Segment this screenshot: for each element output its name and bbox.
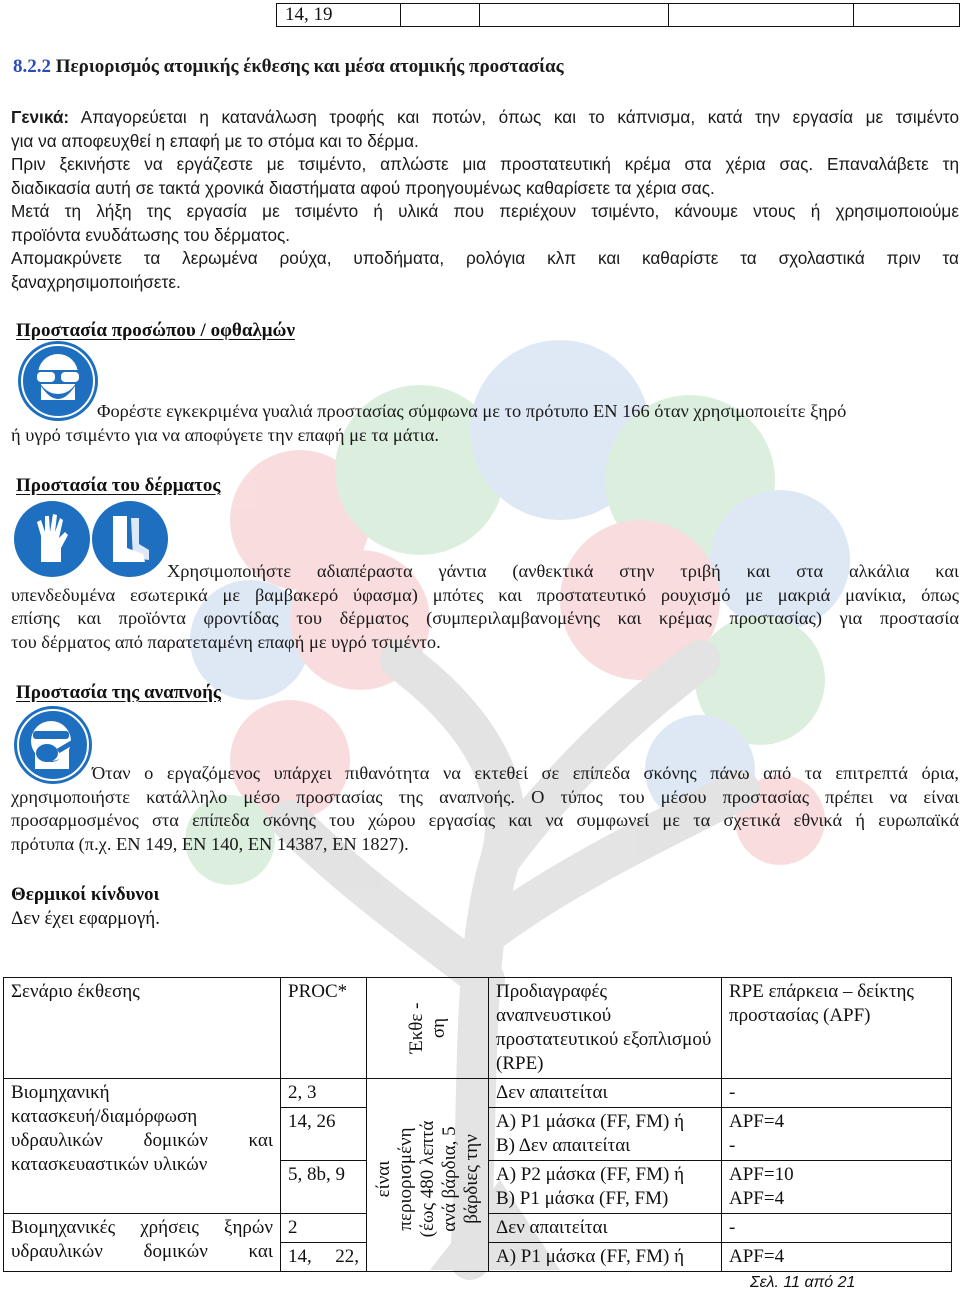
skin-line: Χρησιμοποιήστε αδιαπέραστα γάντια (ανθεκτικά στην τριβή και στα αλκάλια και [167,561,959,581]
proc-cell: 2 [281,1214,367,1243]
exposure-cell: είναι περιορισμένη (έως 480 λεπτά ανά βάρδια, 5 βάρδιες την [367,1079,489,1272]
respiratory-protection-paragraph [11,762,959,856]
rpe-spec-cell: Δεν απαιτείται [489,1079,722,1108]
proc-value: 14, 19 [285,4,333,25]
skin-protection-paragraph [11,560,959,654]
page-number: Σελ. 11 από 21 [750,1274,856,1291]
respiratory-line: προσαρμοσμένος στα επίπεδα σκόνης του χώρου εργασίας και να συμφωνεί με τα σχετικά εθνικά ή ευρωπαϊκά [11,810,959,830]
rpe-apf-cell: APF=10 APF=4 [722,1161,952,1214]
header-proc: PROC* [281,978,367,1079]
section-number: 8.2.2 [13,56,51,77]
proc-cell: 5, 8b, 9 [281,1161,367,1214]
table-cell [668,4,853,27]
rpe-apf-cell: - [722,1214,952,1243]
scenario-cell: Βιομηχανικές χρήσεις ξηρών υδραυλικών δομικών και [4,1214,281,1272]
header-rpe-spec: Προδιαγραφές αναπνευστικού προστατευτικού εξοπλισμού (RPE) [489,978,722,1079]
section-title: Περιορισμός ατομικής έκθεσης και μέσα ατομικής προστασίας [55,56,564,77]
general-line: Πριν ξεκινήστε να εργάζεστε με τσιμέντο, απλώστε μια προστατευτική κρέμα στα χέρια σας. Επαναλάβετε τη [11,154,959,174]
rpe-spec-cell: Α) P1 μάσκα (FF, FM) ή Β) Δεν απαιτείται [489,1108,722,1161]
header-exposure: Έκθε - ση [367,978,489,1079]
table-cell [400,4,479,27]
header-rpe-apf: RPE επάρκεια – δείκτης προστασίας (APF) [722,978,952,1079]
rpe-spec-cell: Α) P2 μάσκα (FF, FM) ή Β) P1 μάσκα (FF, FM) [489,1161,722,1214]
eye-line: ή υγρό τσιμέντο για να αποφύγετε την επαφή με τα μάτια. [11,424,439,445]
eye-line: Φορέστε εγκεκριμένα γυαλιά προστασίας σύμφωνα με το πρότυπο EN 166 όταν χρησιμοποιείτε ξηρό [97,401,847,421]
header-scenario: Σενάριο έκθεσης [4,978,281,1079]
proc-cell: 14, 22, [281,1243,367,1272]
general-paragraph [11,106,959,294]
thermal-hazards-heading: Θερμικοί κίνδυνοι [11,884,160,905]
general-line: προϊόντα ενυδάτωσης του δέρματος. [11,224,291,245]
rpe-apf-cell: APF=4 - [722,1108,952,1161]
skin-line: επίσης και προϊόντα φροντίδας του δέρματος (συμπεριλαμβανομένης και κρέμας προστασίας) για προστασία [11,608,959,628]
table-cell [854,4,960,27]
table-header-row [4,978,952,1079]
table-row [4,1079,952,1108]
general-line: ξαναχρησιμοποιήσετε. [11,271,181,292]
respiratory-protection-heading: Προστασία της αναπνοής [16,682,221,703]
general-line: διαδικασία αυτή σε τακτά χρονικά διαστήματα αφού προηγουμένως καθαρίσετε τα χέρια σας. [11,177,715,198]
skin-line: του δέρματος από παρατεταμένη επαφή με υγρό τσιμέντο. [11,631,441,652]
general-line: για να αποφευχθεί η επαφή με το στόμα και το δέρμα. [11,130,419,151]
section-heading [13,56,564,78]
eye-protection-paragraph [11,400,959,447]
eye-protection-heading: Προστασία προσώπου / οφθαλμών [16,320,295,341]
previous-table-fragment [276,3,960,27]
rpe-table [3,977,952,1272]
general-line: Απομακρύνετε τα λερωμένα ρούχα, υποδήματα, ρολόγια κλπ και καθαρίστε τα σχολαστικά πριν τα [11,248,959,268]
general-line: Γενικά: Απαγορεύεται η κατανάλωση τροφής και ποτών, όπως και το κάπνισμα, κατά την εργασία με τσιμέντο [11,107,959,127]
table-cell [277,4,401,27]
skin-line: υπενδεδυμένα εσωτερικά με βαμβακερό ύφασμα) μπότες και προστατευτικό ρουχισμό με μακριά μανίκια, όπως [11,584,959,605]
rpe-spec-cell: Δεν απαιτείται [489,1214,722,1243]
respiratory-line: Όταν ο εργαζόμενος υπάρχει πιθανότητα να εκτεθεί σε επίπεδα σκόνης πάνω από τα επιτρεπτά όρια, [92,763,959,783]
proc-cell: 2, 3 [281,1079,367,1108]
table-cell [479,4,668,27]
proc-cell: 14, 26 [281,1108,367,1161]
rpe-spec-cell: Α) P1 μάσκα (FF, FM) ή [489,1243,722,1272]
respiratory-line: πρότυπα (π.χ. EN 149, EN 140, EN 14387, EN 1827). [11,833,409,854]
general-line: Μετά τη λήξη της εργασία με τσιμέντο ή υλικά που περιέχουν τσιμέντο, κάνουμε ντους ή χρησιμοποιούμε [11,201,959,221]
scenario-cell: Βιομηχανική κατασκευή/διαμόρφωση υδραυλικών δομικών και κατασκευαστικών υλικών [4,1079,281,1214]
respiratory-line: χρησιμοποιήστε κατάλληλο μέσο προστασίας της αναπνοής. Ο τύπος του μέσου προστασίας πρέπει να είναι [11,786,959,807]
rpe-apf-cell: APF=4 [722,1243,952,1272]
general-label: Γενικά: [11,107,70,127]
skin-protection-heading: Προστασία του δέρματος [16,475,221,496]
thermal-hazards-text: Δεν έχει εφαρμογή. [11,908,160,929]
rpe-apf-cell: - [722,1079,952,1108]
